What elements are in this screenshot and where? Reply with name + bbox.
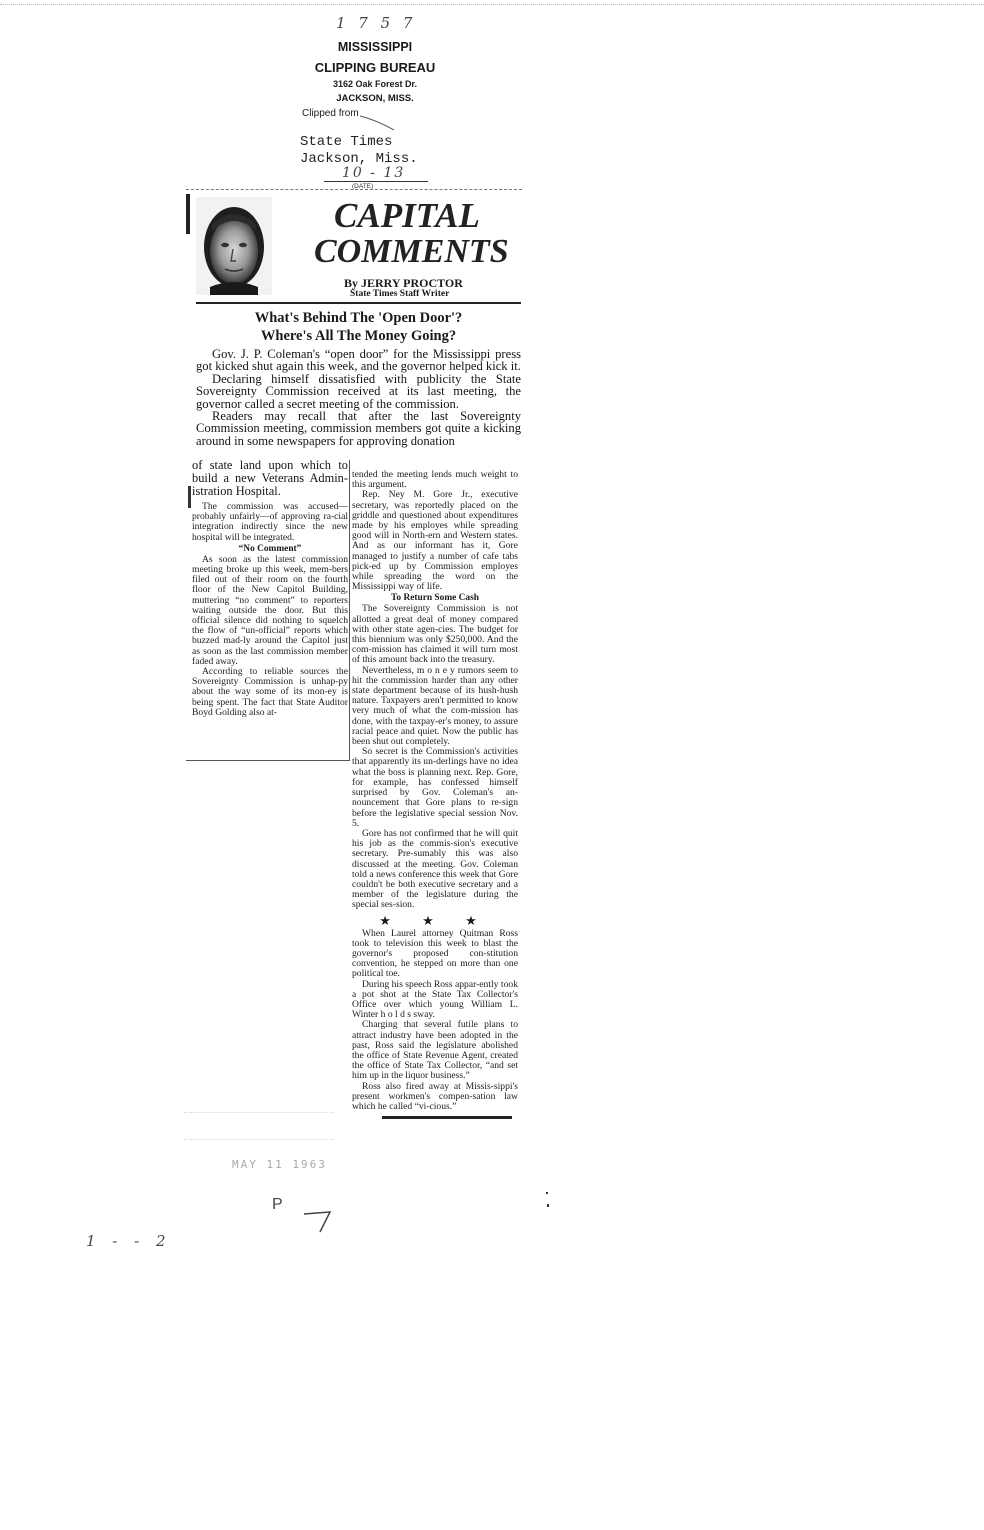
scan-edge-line [0, 4, 984, 5]
lead-continuation: of state land upon which to build a new Veterans Admin-istration Hospital. [192, 458, 348, 498]
body-paragraph: Ross also fired away at Missis-sippi's present workmen's compen-sation law which he called “vi-cious.” [352, 1080, 518, 1112]
stamp-letter: P [272, 1196, 283, 1213]
hand-mark-icon [300, 1196, 340, 1236]
speck [546, 1192, 548, 1194]
date-label: (DATE) [352, 183, 374, 190]
bureau-line-2: CLIPPING BUREAU [314, 60, 436, 75]
paper-city: Jackson, Miss. [300, 151, 418, 167]
lead-paragraph: Readers may recall that after the last Sovereignty Commission meeting, commission members got quite a kicking around in some newspapers for approving donation [196, 409, 521, 448]
column-title-line-1: CAPITAL [334, 196, 480, 235]
body-paragraph: Nevertheless, m o n e y rumors seem to hit the commission harder than any other state department because of its hush-hush nature. Taxpayers aren't permitted to know very much of what the com-mission has done, with the taxpay-er's money, to assure racial peace and quiet. Now the public has been shut out completely. [352, 664, 518, 748]
body-paragraph: So secret is the Commission's activities that apparently its un-derlings have no idea what the boss is planning next. Rep. Gore, for example, has confessed himself surprised by Gov. Coleman's an-nouncement that Gore plans to re-sign before the legislative special session Nov. 5. [352, 746, 518, 829]
right-column [352, 470, 518, 1119]
body-paragraph: When Laurel attorney Quitman Ross took to television this week to blast the governor's proposed con-stitution convention, he stepped on more than one political toe. [352, 927, 518, 980]
heading-rule [196, 302, 521, 304]
speck [547, 1204, 549, 1207]
lead-paragraph: Gov. J. P. Coleman's “open door” for the Mississippi press got kicked shut again this week, and the governor helped kick it. [196, 347, 521, 374]
section-stars: ★ ★ ★ [379, 912, 491, 928]
body-paragraph: tended the meeting lends much weight to this argument. [352, 469, 518, 491]
faint-stamp-box [184, 1112, 334, 1140]
pen-stroke-icon [358, 112, 398, 134]
byline-title: State Times Staff Writer [350, 289, 450, 299]
margin-mark [188, 486, 191, 508]
handwritten-bottom-note: 1 - - 2 [86, 1232, 172, 1250]
body-paragraph: Gore has not confirmed that he will quit his job as the commis-sion's executive secretary. Pre-sumably this was also discussed at the meeting. Gov. Coleman told a news conference this week that Gore couldn't be both executive secretary and a member of the legislature during the special ses-sion. [352, 827, 518, 911]
paper-name: State Times [300, 134, 393, 150]
date-underline [324, 181, 428, 182]
author-portrait-photo [196, 197, 272, 295]
body-paragraph: According to reliable sources the Sovereignty Commission is unhap-py about the way some of its mon-ey is being spent. The fact that State Auditor Boyd Golding also at- [192, 666, 348, 718]
handwritten-file-number: 1 7 5 7 [336, 14, 417, 32]
body-paragraph: During his speech Ross appar-ently took a pot shot at the State Tax Collector's Office over which young William L. Winter h o l d s sway. [352, 978, 518, 1021]
article-headline-1: What's Behind The 'Open Door'? [254, 310, 463, 326]
article-end-rule [382, 1116, 512, 1119]
column-edge-bar [186, 194, 190, 234]
article-headline-2: Where's All The Money Going? [260, 328, 457, 344]
article-lead [196, 348, 521, 447]
handwritten-date: 10 - 13 [342, 165, 406, 181]
body-paragraph: The Sovereignty Commission is not allotted a great deal of money compared with other state agen-cies. The budget for this biennium was only $250,000. And the com-mission has claimed it will turn most of this amount back into the treasury. [352, 603, 518, 666]
subhead-return-cash: To Return Some Cash [391, 593, 479, 604]
bureau-address: 3162 Oak Forest Dr. [332, 79, 418, 89]
clipping-cut-line [186, 189, 522, 190]
byline: By JERRY PROCTOR [344, 276, 463, 290]
left-column-end-rule [186, 760, 350, 761]
body-paragraph: The commission was accused—probably unfairly—of approving ra-cial integration indirectly since the new hospital will be integrated. [192, 501, 348, 543]
clipped-from-label: Clipped from [302, 108, 359, 119]
bureau-city: JACKSON, MISS. [336, 93, 414, 104]
subhead-no-comment: “No Comment” [238, 543, 302, 554]
lead-paragraph: Declaring himself dissatisfied with publicity the State Sovereignty Commission received at its last meeting, the governor called a secret meeting of the commission. [196, 371, 521, 411]
bureau-line-1: MISSISSIPPI [337, 40, 413, 54]
faint-stamp-date: MAY 11 1963 [232, 1158, 327, 1171]
column-divider [349, 460, 350, 760]
column-title-line-2: COMMENTS [314, 233, 509, 270]
body-paragraph: As soon as the latest commission meeting broke up this week, mem-bers filed out of their room on the fourth floor of the New Capitol Building, muttering “no comment” to reporters waiting outside the door. But this official silence did nothing to squelch the flow of “un-official” reports which buzzed mad-ly around the Capitol just as soon as the last commission member faded away. [192, 553, 348, 667]
body-paragraph: Rep. Ney M. Gore Jr., executive secretary, was reportedly placed on the griddle and questioned about expenditures made by his employes while spreading good will in North-ern and Western states. And as our informant has it, Gore managed to justify a number of cafe tabs pick-ed up by Commission employes while spreading the word on the Mississippi way of life. [352, 489, 518, 593]
left-column [192, 459, 348, 718]
body-paragraph: Charging that several futile plans to attract industry have been adopted in the past, Ross said the legislature abolished the office of State Revenue Agent, created the office of State Tax Collector, “and set him up in the liquor business.” [352, 1019, 518, 1082]
